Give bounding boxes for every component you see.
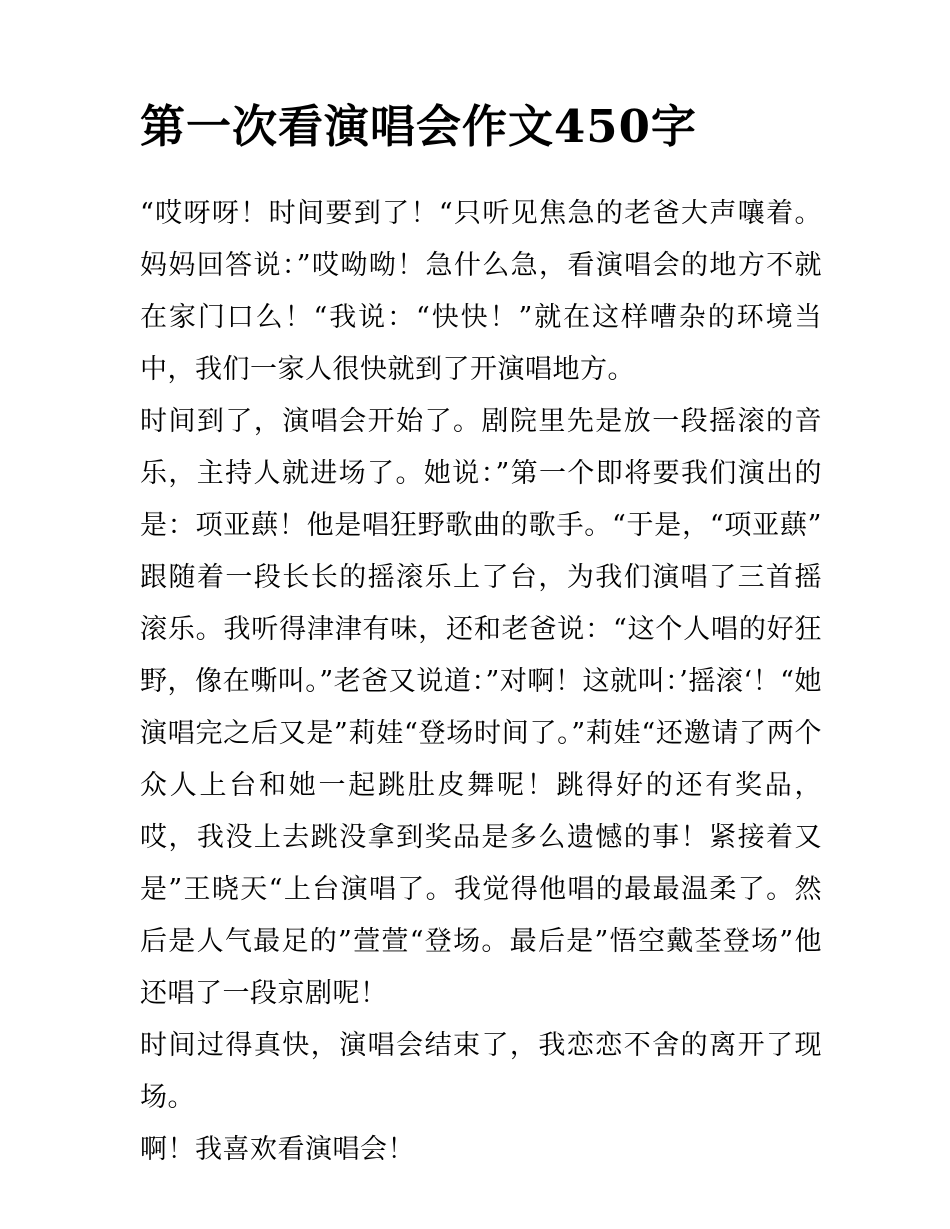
page-title: 第一次看演唱会作文450字: [140, 100, 697, 153]
paragraph-3: 时间过得真快，演唱会结束了，我恋恋不舍的离开了现场。: [140, 1030, 822, 1113]
essay-body: [140, 188, 822, 1176]
paragraph-4: 啊！我喜欢看演唱会！: [140, 1134, 415, 1165]
paragraph-1: “哎呀呀！时间要到了！“只听见焦急的老爸大声嚷着。妈妈回答说：”哎呦呦！急什么急，看演唱会的地方不就在家门口么！“我说：“快快！”就在这样嘈杂的环境当中，我们一家人很快就到了开演唱地方。: [140, 198, 822, 385]
paragraph-2: 时间到了，演唱会开始了。剧院里先是放一段摇滚的音乐，主持人就进场了。她说：”第一个即将要我们演出的是：项亚蕻！他是唱狂野歌曲的歌手。“于是，“项亚蕻”跟随着一段长长的摇滚乐上了台，为我们演唱了三首摇滚乐。我听得津津有味，还和老爸说：“这个人唱的好狂野，像在嘶叫。”老爸又说道：”对啊！这就叫：’摇滚‘！“她演唱完之后又是”莉娃“登场时间了。”莉娃“还邀请了两个众人上台和她一起跳肚皮舞呢！跳得好的还有奖品，哎，我没上去跳没拿到奖品是多么遗憾的事！紧接着又是”王晓天“上台演唱了。我觉得他唱的最最温柔了。然后是人气最足的”萱萱“登场。最后是”悟空戴荃登场”他还唱了一段京剧呢！: [140, 406, 822, 1009]
